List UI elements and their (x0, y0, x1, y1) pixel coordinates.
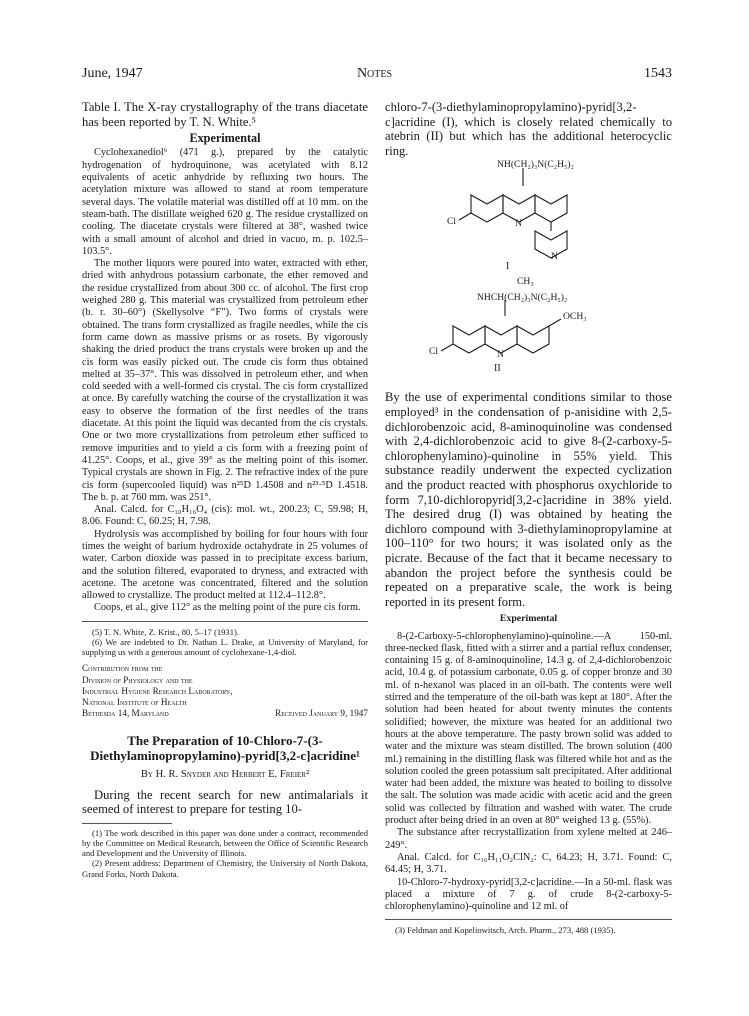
header-page-number: 1543 (644, 66, 672, 81)
analysis-line: Anal. Calcd. for C₁₀H₁₆O₄ (cis): mol. wt., 200.23; C, 59.98; H, 8.06. Found: C, 60.25; H, 7.98. (82, 504, 368, 528)
received-date: Received January 9, 1947 (275, 708, 368, 719)
footnote-rule (82, 823, 172, 824)
header-date: June, 1947 (82, 66, 143, 81)
footnote: (3) Feldman and Kopeliowitsch, Arch. Pharm., 273, 488 (1935). (395, 925, 616, 936)
bond-line (549, 319, 561, 326)
footnote: (6) We are indebted to Dr. Nathan L. Drake, at University of Maryland, for supplying us with a generous amount of cyclohexane-1,4-diol. (82, 636, 368, 658)
structure-I-chlorine: Cl (447, 216, 457, 228)
article-lead-continued: chloro-7-(3-diethylaminopropylamino)-pyrid[3,2-c]acridine (I), which is closely related chemically to atebrin (II) but which has the additional heterocyclic ring. (385, 100, 672, 158)
article-authors: By H. R. Snyder and Herbert E. Freier² (140, 769, 310, 781)
contribution-line: Division of Physiology and the (82, 674, 193, 685)
structure-I-substituent: NH(CH₂)₃N(C₂H₅)₂ (497, 159, 574, 171)
right-column (385, 100, 672, 936)
discussion-paragraph: By the use of experimental conditions similar to those employed³ in the condensation of p-anisidine with 2,5-dichlorobenzoic acid, 8-aminoquinoline was condensed with 2,4-dichlorobenzoic acid to give 8-(2-carboxy-5-chlorophenylamino)-quinoline in 55% yield. This substance readily underwent the expected cyclization and the product reacted with phosphorus oxychloride to form 7,10-dichloropyrid[3,2-c]acridine in 38% yield. The desired drug (I) was obtained by heating the dichloro compound with 3-diethylaminopropylamine at 100–110° for two hours; it was isolated only as the picrate. Because of the fact that it became necessary to abandon the project before the synthesis could be repeated on a preparative scale, the work is being reported in its present form. (385, 390, 672, 609)
structure-I-nitrogen-pyridine: N (551, 251, 558, 263)
ring-right-II (517, 326, 549, 353)
ring-right-I (535, 195, 567, 222)
footnote-rule (385, 919, 672, 920)
header-section: Notes (356, 66, 393, 81)
footnote-rule (82, 621, 368, 622)
footnote: (2) Present address: Department of Chemistry, the University of North Dakota, Grand Forks, North Dakota. (82, 858, 368, 879)
paragraph: Cyclohexanediol⁶ (471 g.), prepared by the catalytic hydrogenation of hydroquinone, was acetylated with 8.12 equivalents of acetic anhydride by refluxing two hours. The acetylation mixture was allowed to stand at room temperature several days. The volatile material was distilled off at 10 mm. on the steam-bath. The distillate weighed 620 g. The residue crystallized on cooling. The diacetate crystals were filtered at 38°, washed twice with a small amount of alcohol and dried in vacuo, m. p. 102.5–103.5°. (82, 147, 368, 257)
article-title: The Preparation of 10-Chloro-7-(3-Diethylaminopropylamino)-pyrid[3,2-c]acridine¹ (90, 733, 360, 764)
footnote: (5) T. N. White, Z. Krist., 80, 5–17 (1931). (92, 626, 240, 637)
contribution-block (82, 663, 368, 719)
structure-II-nitrogen: N (497, 349, 504, 361)
bond-line (441, 344, 453, 351)
structure-II-substituent: NHCH(CH₂)₃N(C₂H₅)₂ (477, 292, 568, 304)
structure-II-methyl: CH₃ (517, 276, 534, 288)
paragraph: 8-(2-Carboxy-5-chlorophenylamino)-quinoline.—A 150-ml. three-necked flask, fitted with a stirrer and a partial reflux condenser, containing 15 g. of 8-aminoquinoline, 14.3 g. of 2,4-dichlorobenzoic acid, 10.4 g. of potassium carbonate, 0.05 g. of copper bronze and 30 ml. of n-hexanol was placed in an oil-bath. The contents were well stirred and the temperature of the oil-bath was kept at 180°. After the solution had been heated for about twenty minutes the contents solidified; however, the mixture was heated for an additional two hours at the above temperature. The pasty brown solid was added to water and the mixture was steam distilled. The brown solution (400 ml.) remaining in the distilling flask was filtered while hot and as the solution cooled the green potassium salt precipitated. After additional water had been added, the mixture was heated to boiling to dissolve the salt. The solution was made acidic with acetic acid and the green solid was collected by filtration and washed with water. The crude product after being dried in an oven at 80° weighed 13 g. (55%). (385, 630, 672, 827)
ring-left-II (453, 326, 485, 353)
article-lead: During the recent search for new antimalarials it seemed of interest to prepare for testing 10- (82, 787, 368, 817)
structure-II-methoxy: OCH₃ (563, 311, 587, 323)
contribution-line: National Institute of Health (82, 696, 187, 707)
structure-II-label: II (494, 363, 501, 375)
footnotes (82, 627, 368, 658)
paragraph: Hydrolysis was accomplished by boiling for four hours with four times the weight of barium hydroxide octahydrate in 25 volumes of water. Carbon dioxide was passed in to precipitate excess barium, and the solution filtered, evaporated to dryness, and extracted with acetone. The acetone was concentrated, filtered and the solution allowed to crystallize. The product melted at 112.4–112.8°. (82, 528, 368, 602)
contribution-line: Contribution from the (82, 663, 163, 674)
bond-line (459, 213, 471, 220)
paragraph: 10-Chloro-7-hydroxy-pyrid[3,2-c]acridine.—In a 50-ml. flask was placed a mixture of 7 g. of crude 8-(2-carboxy-5-chlorophenylamino)-quinoline and 12 ml. of (385, 876, 672, 913)
structure-I-nitrogen-ring: N (515, 218, 522, 230)
paragraph: The substance after recrystallization from xylene melted at 246–249°. (385, 827, 672, 851)
contribution-line: Industrial Hygiene Research Laboratory, (82, 685, 233, 696)
ring-left-I (471, 195, 503, 222)
paragraph: The mother liquors were poured into water, extracted with ether, dried with anhydrous potassium carbonate, the ether removed and the residue crystallized from about 300 cc. of alcohol. The first crop weighed 280 g. This material was crystallized from petroleum ether (b. r. 30–60°) (Skellysolve “F”). Two forms of crystals were obtained. The trans form crystallized as fragile needles, while the cis form came down as massive prisms or as rosets. By vigorously shaking the dried product the trans crystals were broken up and the cis form was easily picked out. The crude cis form thus obtained melted at 35–37°. This was dissolved in petroleum ether, and when cold seeded with a well-formed cis crystal. The cis form crystallized at once. By carefully watching the course of the crystallization it was easy to observe the formation of the first needles of the trans diacetate. At this point the liquid was decanted from the cis crystals. One or two more crystallizations from petroleum ether sufficed to remove impurities and to yield a cis form with a freezing point of 41.25°. Coops, et al., give 39° as the melting point of this isomer. Typical crystals are shown in Fig. 2. The refractive index of the pure cis form (supercooled liquid) was n²⁵D 1.4508 and n²³·⁵D 1.4518. The b. p. at 760 mm. was 251°. (82, 258, 368, 503)
experimental-heading-right: Experimental (499, 613, 558, 625)
contribution-received-line (82, 708, 368, 719)
chemical-structures (385, 158, 672, 390)
intro-paragraph: Table I. The X-ray crystallography of the trans diacetate has been reported by T. N. White.⁵ (82, 100, 368, 129)
left-column (82, 100, 368, 879)
structure-I-label: I (506, 261, 510, 273)
contribution-place: Bethesda 14, Maryland (82, 708, 169, 719)
structure-II-chlorine: Cl (429, 346, 439, 358)
analysis-line: Anal. Calcd. for C₁₆H₁₁O₂ClN₂: C, 64.23; H, 3.71. Found: C, 64.45; H, 3.71. (385, 851, 672, 876)
paragraph: Coops, et al., give 112° as the melting point of the pure cis form. (94, 602, 361, 614)
footnote: (1) The work described in this paper was done under a contract, recommended by the Committee on Medical Research, between the Office of Scientific Research and Development and the University of Illinois. (82, 827, 368, 859)
footnotes (385, 925, 672, 935)
footnotes (82, 828, 368, 879)
experimental-heading-left: Experimental (189, 131, 261, 146)
